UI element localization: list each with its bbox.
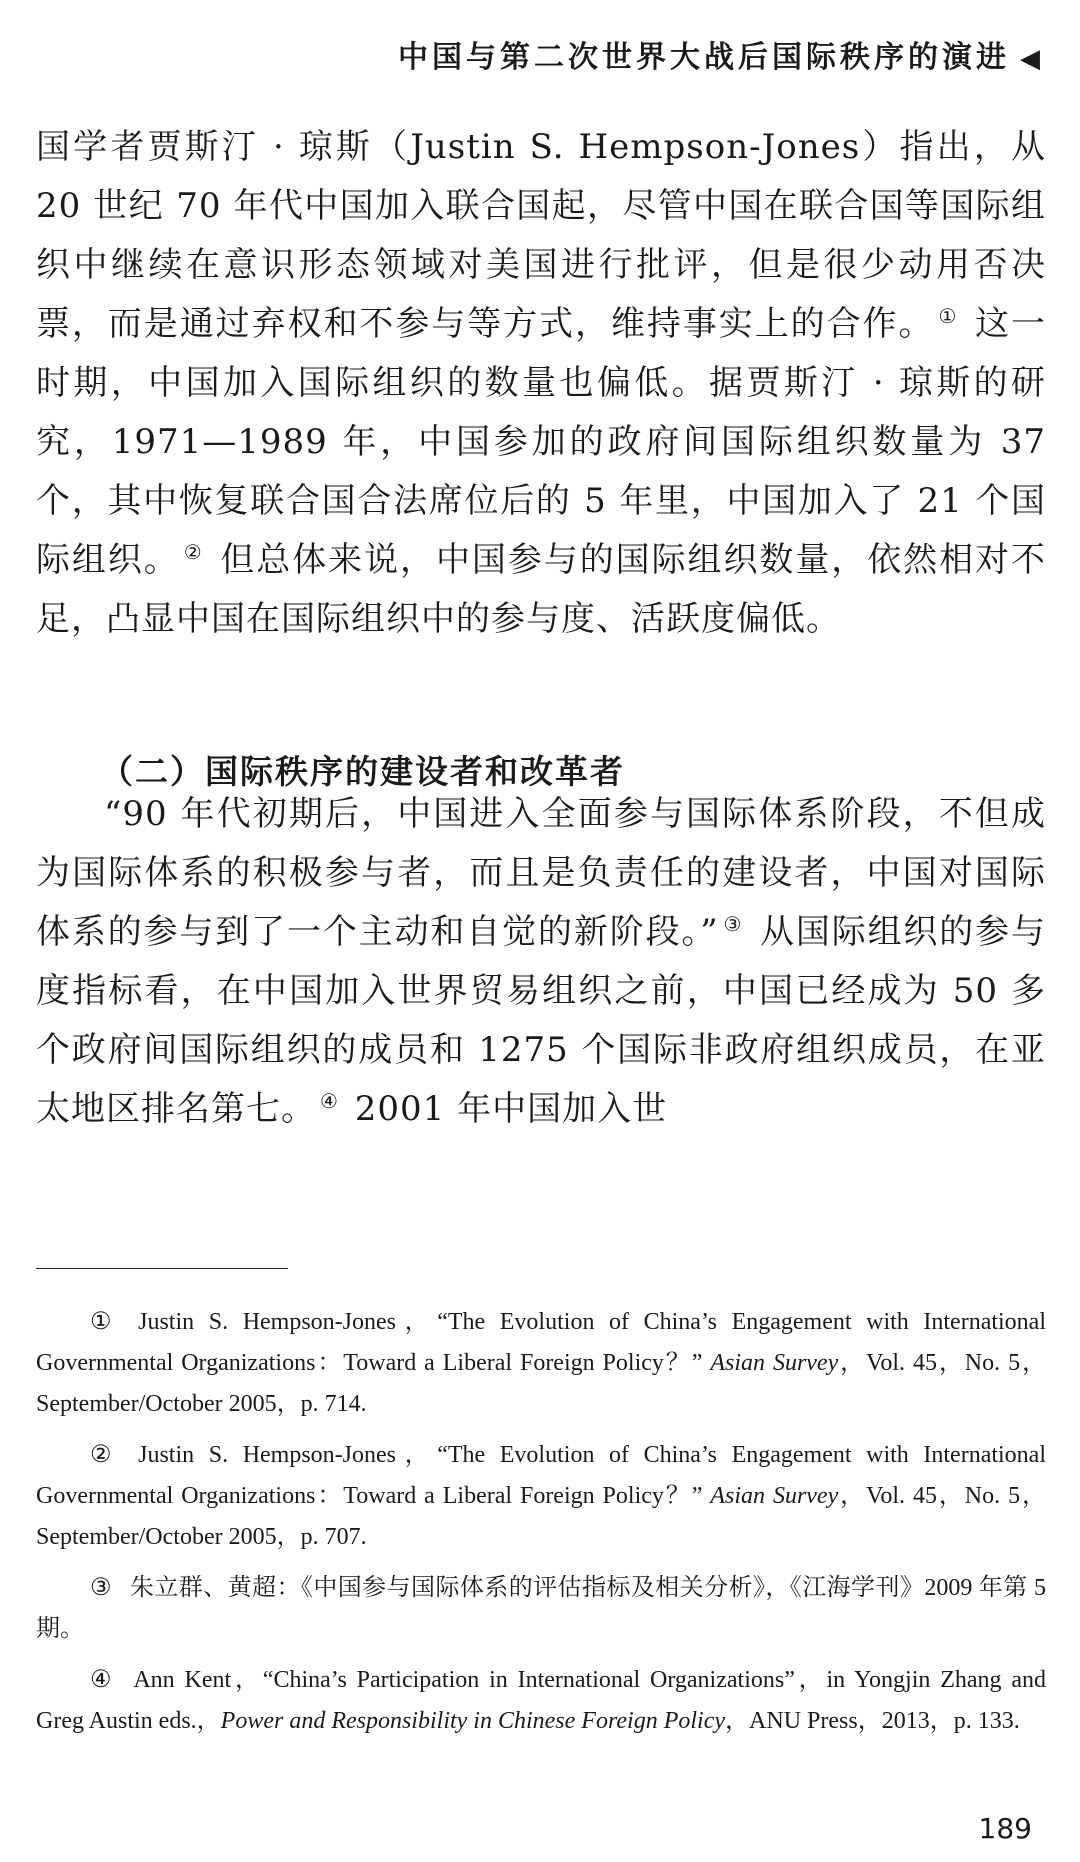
footnote-ref-2[interactable]: ② (183, 539, 204, 564)
page-number: 189 (978, 1812, 1032, 1845)
footnote-text: Ann Kent，“China’s Participation in International Organizations”，in Yongjin Zhang and Greg Austin eds.， (36, 1667, 1046, 1734)
footnote-4 (36, 1660, 1046, 1742)
footnote-text: ，Vol. 45，No. 5，September/October 2005，p. 707. (36, 1483, 1047, 1550)
footnote-marker: ① (90, 1309, 121, 1335)
text-run: 2001 年中国加入世 (342, 1089, 668, 1129)
footnotes (36, 1302, 1046, 1752)
footnote-text: Justin S. Hempson-Jones，“The Evolution of China’s Engagement with International Governmental Organizations：Toward a Liberal Foreign Policy？” (36, 1309, 1047, 1376)
footnote-text: Justin S. Hempson-Jones，“The Evolution of China’s Engagement with International Governmental Organizations：Toward a Liberal Foreign Policy？” (36, 1442, 1047, 1509)
text-run: 但总体来说，中国参与的国际组织数量，依然相对不足，凸显中国在国际组织中的参与度、活跃度偏低。 (36, 540, 1046, 639)
paragraph-text (36, 118, 1046, 649)
triangle-left-icon: ◀ (1020, 44, 1044, 74)
footnote-italic-title: Asian Survey (710, 1350, 839, 1376)
footnote-text: ，Vol. 45，No. 5，September/October 2005，p. 714. (36, 1350, 1047, 1417)
footnote-3 (36, 1568, 1046, 1650)
section-heading: （二）国际秩序的建设者和改革者 (100, 752, 625, 791)
footnote-marker: ② (90, 1442, 121, 1468)
footnote-text: ，ANU Press，2013，p. 133. (725, 1708, 1020, 1734)
text-run: 从国际组织的参与度指标看，在中国加入世界贸易组织之前，中国已经成为 50 多个政府间国际组织的成员和 1275 个国际非政府组织成员，在亚太地区排名第七。 (36, 912, 1046, 1129)
footnote-ref-3[interactable]: ③ (722, 911, 744, 936)
footnote-divider (36, 1268, 288, 1269)
text-run: “90 年代初期后，中国进入全面参与国际体系阶段，不但成为国际体系的积极参与者，而且是负责任的建设者，中国对国际体系的参与到了一个主动和自觉的新阶段。” (36, 794, 1046, 952)
footnote-marker: ③ (90, 1575, 112, 1601)
footnote-marker: ④ (90, 1667, 116, 1693)
running-header (398, 32, 1044, 76)
text-run: 国学者贾斯汀 · 琼斯（Justin S. Hempson-Jones）指出，从 20 世纪 70 年代中国加入联合国起，尽管中国在联合国等国际组织中继续在意识形态领域对美国进行批评，但是很少动用否决票，而是通过弃权和不参与等方式，维持事实上的合作。 (36, 127, 1046, 344)
running-title: 中国与第二次世界大战后国际秩序的演进 (398, 40, 1010, 75)
footnote-italic-title: Asian Survey (710, 1483, 839, 1509)
text-run: 这一时期，中国加入国际组织的数量也偏低。据贾斯汀 · 琼斯的研究，1971—1989 年，中国参加的政府间国际组织数量为 37 个，其中恢复联合国合法席位后的 5 年里，中国加入了 21 个国际组织。 (36, 304, 1046, 580)
footnote-italic-title: Power and Responsibility in Chinese Foreign Policy (220, 1708, 726, 1734)
body-paragraph-1 (36, 118, 1046, 649)
body-paragraph-2 (36, 785, 1046, 1139)
paragraph-text (36, 785, 1046, 1139)
footnote-text: 朱立群、黄超：《中国参与国际体系的评估指标及相关分析》，《江海学刊》2009 年第 5 期。 (36, 1575, 1047, 1642)
footnote-ref-4[interactable]: ④ (320, 1088, 339, 1113)
footnote-2 (36, 1435, 1046, 1558)
footnote-1 (36, 1302, 1046, 1425)
footnote-ref-1[interactable]: ① (938, 303, 959, 328)
